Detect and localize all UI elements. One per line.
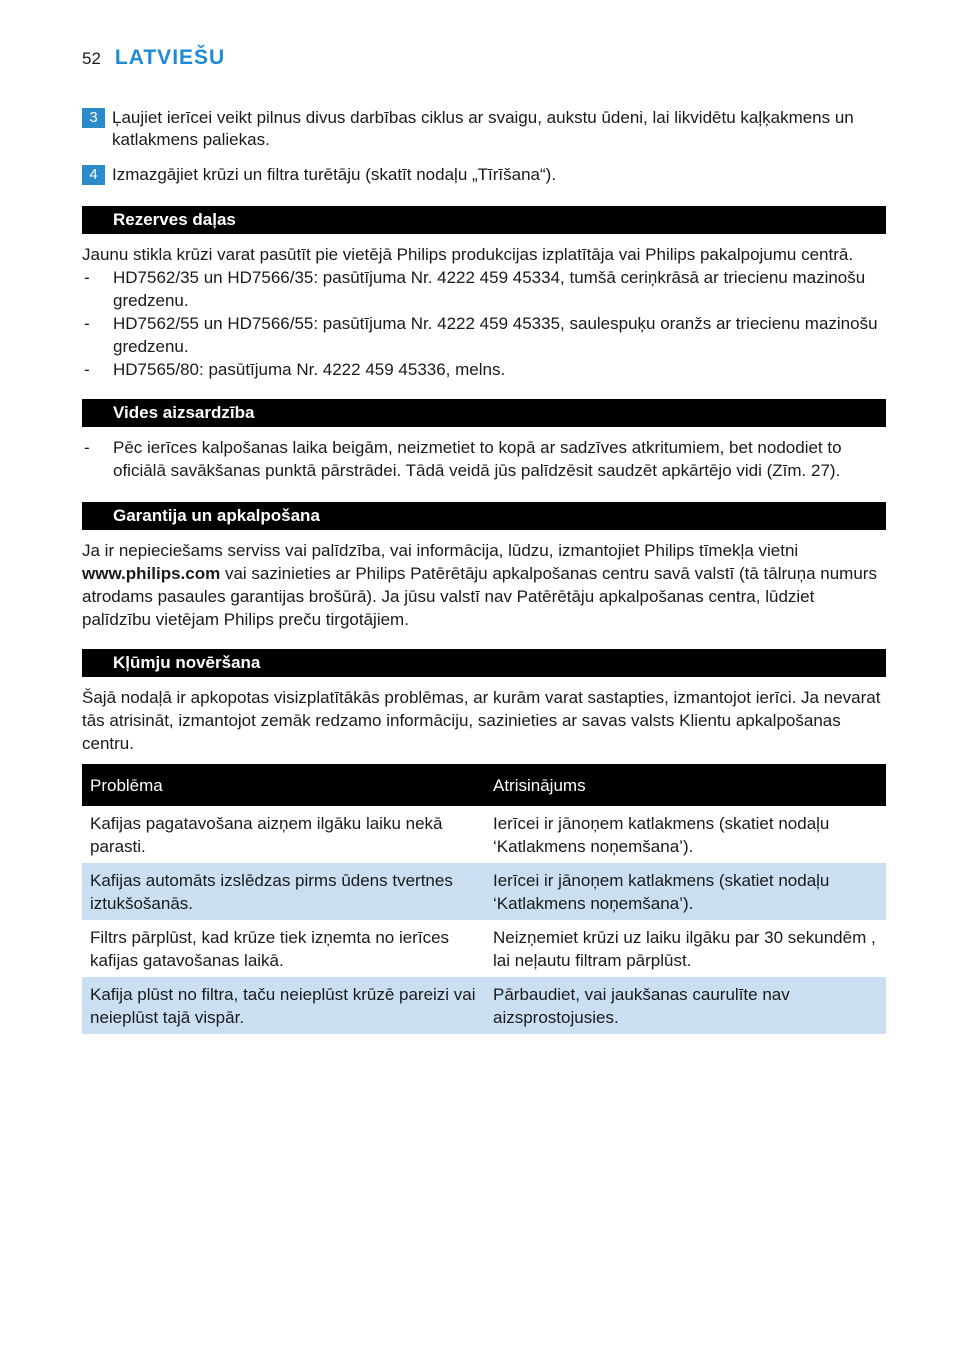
section-title-troubleshooting: Kļūmju novēršana <box>82 649 886 677</box>
section-title-guarantee: Garantija un apkalpošana <box>82 502 886 530</box>
table-row <box>82 920 886 977</box>
solution-cell: Neizņemiet krūzi uz laiku ilgāku par 30 sekundēm , lai neļautu filtram pārplūst. <box>493 928 876 970</box>
troubleshooting-intro: Šajā nodaļā ir apkopotas visizplatītākās problēmas, ar kurām varat sastapties, izmantojot ierīci. Ja nevarat tās atrisināt, izmantojot zemāk redzamo informāciju, sazinieties ar savas valsts Klientu apkalpošanas centru. <box>82 688 881 753</box>
step-text: Ļaujiet ierīcei veikt pilnus divus darbības ciklus ar svaigu, aukstu ūdeni, lai likvidētu kaļķakmens un katlakmens paliekas. <box>112 108 854 149</box>
language-title: LATVIEŠU <box>114 46 226 69</box>
table-row <box>82 863 886 920</box>
spare-parts-intro: Jaunu stikla krūzi varat pasūtīt pie vietējā Philips produkcijas izplatītāja vai Philips pakalpojumu centrā. <box>82 245 854 264</box>
step-4 <box>82 164 888 186</box>
step-number: 3 <box>82 108 105 128</box>
solution-cell: Ierīcei ir jānoņem katlakmens (skatiet nodaļu ‘Katlakmens noņemšana’). <box>485 863 886 920</box>
section-title-spare-parts: Rezerves daļas <box>82 206 886 234</box>
problem-cell: Kafijas automāts izslēdzas pirms ūdens tvertnes iztukšošanās. <box>82 863 485 920</box>
list-item: - HD7562/55 un HD7566/55: pasūtījuma Nr. 4222 459 45335, saulespuķu oranžs ar triecienu mazinošu gredzenu. <box>84 314 878 356</box>
troubleshooting-table <box>82 764 886 1034</box>
table-row <box>82 806 886 863</box>
page-number: 52 <box>82 49 101 68</box>
guarantee-text: Ja ir nepieciešams serviss vai palīdzība, vai informācija, lūdzu, izmantojiet Philips tīmekļa vietni www.philips.com vai sazinieties ar Philips Patērētāju apkalpošanas centru savā valstī (tā tālruņa numurs atrodams pasaules garantijas brošūrā). Ja jūsu valstī nav Patērētāju apkalpošanas centra, lūdziet palīdzību vietējam Philips preču tirgotājiem. <box>82 541 877 629</box>
section-title-environment: Vides aizsardzība <box>82 399 886 427</box>
table-row <box>82 977 886 1034</box>
column-header-problem: Problēma <box>82 764 485 806</box>
problem-cell: Filtrs pārplūst, kad krūze tiek izņemta no ierīces kafijas gatavošanas laikā. <box>90 928 450 970</box>
spare-parts-list <box>82 266 888 381</box>
environment-list <box>82 436 888 482</box>
step-text: Izmazgājiet krūzi un filtra turētāju (skatīt nodaļu „Tīrīšana“). <box>112 165 557 184</box>
table-header-row <box>82 764 886 806</box>
problem-cell: Kafijas pagatavošana aizņem ilgāku laiku nekā parasti. <box>90 814 443 856</box>
step-number: 4 <box>82 165 105 185</box>
solution-cell: Ierīcei ir jānoņem katlakmens (skatiet nodaļu ‘Katlakmens noņemšana’). <box>493 814 830 856</box>
page-header <box>82 46 225 76</box>
column-header-solution: Atrisinājums <box>485 764 886 806</box>
solution-cell: Pārbaudiet, vai jaukšanas caurulīte nav aizsprostojusies. <box>485 977 886 1034</box>
list-item: - HD7565/80: pasūtījuma Nr. 4222 459 45336, melns. <box>84 360 506 379</box>
list-item: - HD7562/35 un HD7566/35: pasūtījuma Nr. 4222 459 45334, tumšā ceriņkrāsā ar triecienu mazinošu gredzenu. <box>84 268 866 310</box>
step-3 <box>82 107 888 151</box>
list-item: - Pēc ierīces kalpošanas laika beigām, neizmetiet to kopā ar sadzīves atkritumiem, bet nododiet to oficiālā savākšanas punktā pārstrādei. Tādā veidā jūs palīdzēsit saudzēt apkārtējo vidi (Zīm. 27). <box>84 438 842 480</box>
problem-cell: Kafija plūst no filtra, taču neieplūst krūzē pareizi vai neieplūst tajā vispār. <box>82 977 485 1034</box>
philips-website-link[interactable]: www.philips.com <box>82 564 221 583</box>
